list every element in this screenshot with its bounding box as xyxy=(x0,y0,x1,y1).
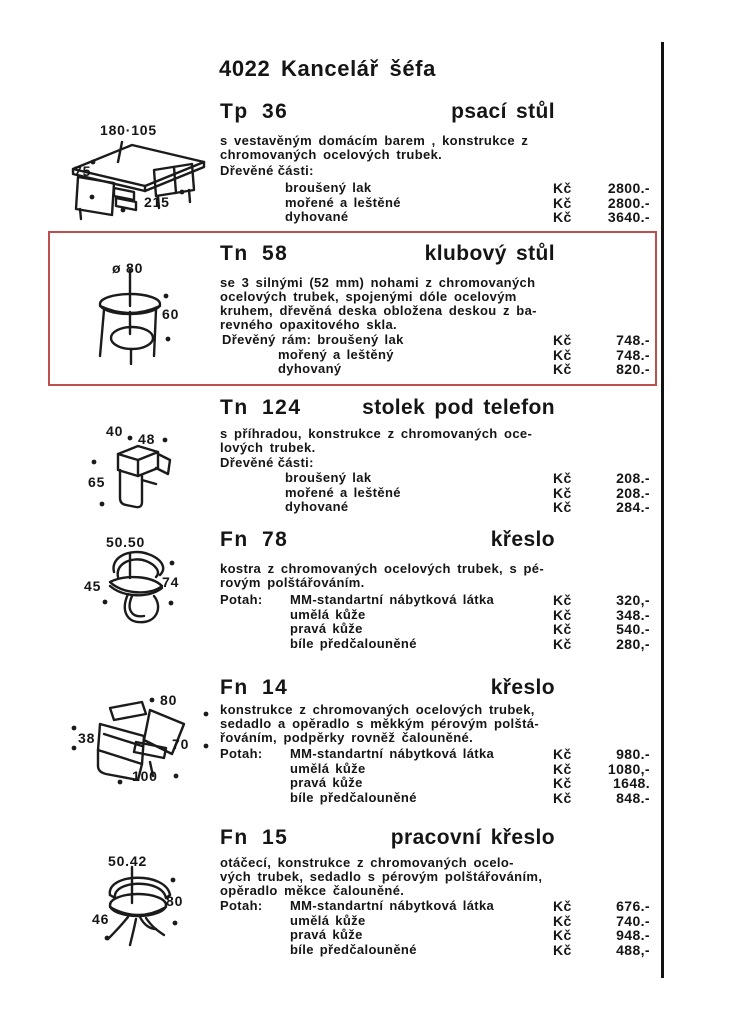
price-row-label: broušený lak xyxy=(285,180,372,195)
description-line: s příhradou, konstrukce z chromovaných oce- xyxy=(220,426,533,441)
price-row-label: mořené a leštěné xyxy=(285,194,401,210)
description-line: s vestavěným domácím barem , konstrukce z xyxy=(220,133,529,148)
currency-label: Kč xyxy=(553,760,572,777)
currency-label: Kč xyxy=(553,180,572,196)
product-code: Tp 36 xyxy=(220,100,289,123)
price-amount: 488,- xyxy=(616,941,650,958)
price-row-label: pravá kůže xyxy=(290,775,363,790)
section-fn14 xyxy=(220,676,654,804)
price-row-label: umělá kůže xyxy=(290,912,366,928)
dimension-label: 80 xyxy=(160,692,178,708)
price-amount: 1648. xyxy=(612,775,650,791)
price-row xyxy=(220,942,654,957)
upholstery-label: Potah: xyxy=(220,592,263,607)
price-row-label: pravá kůže xyxy=(290,621,363,636)
currency-label: Kč xyxy=(553,484,572,501)
product-code: Tn 124 xyxy=(220,396,302,419)
description-line: kostra z chromovaných ocelových trubek, s pé- xyxy=(220,561,545,576)
price-row xyxy=(220,499,654,514)
price-amount: 848.- xyxy=(616,789,650,806)
currency-label: Kč xyxy=(553,927,572,943)
currency-label: Kč xyxy=(553,941,572,958)
price-row-label: pravá kůže xyxy=(290,927,363,942)
price-row xyxy=(220,790,654,805)
dimension-label: 50.42 xyxy=(108,853,148,869)
price-row-label: MM-standartní nábytková látka xyxy=(290,592,495,607)
fn78-chair-figure xyxy=(74,530,202,638)
price-row xyxy=(220,332,654,347)
product-code: Fn 15 xyxy=(220,826,289,849)
tn124-table-figure xyxy=(68,418,200,528)
price-row-label: bíle předčalouněné xyxy=(290,635,417,651)
description-line: opěradlo měkce čalouněné. xyxy=(220,883,405,898)
price-row-label: dyhovaný xyxy=(278,361,342,376)
dimension-label: 215 xyxy=(144,194,170,210)
variant-heading: Dřevěné části: xyxy=(220,163,314,178)
currency-label: Kč xyxy=(553,592,572,608)
description-line: revného opaxitového skla. xyxy=(220,317,398,332)
price-row xyxy=(220,209,654,224)
product-code: Fn 78 xyxy=(220,528,289,551)
dimension-label: 75 xyxy=(74,163,92,179)
product-code: Tn 58 xyxy=(220,242,289,265)
price-amount: 740.- xyxy=(616,912,650,929)
price-row-label: mořený a leštěný xyxy=(278,346,394,362)
dimension-label: 60 xyxy=(162,306,180,322)
dimension-label: 100 xyxy=(132,768,158,784)
currency-label: Kč xyxy=(553,346,572,363)
currency-label: Kč xyxy=(553,470,572,486)
price-amount: 1080,- xyxy=(607,760,650,777)
description-line: rovým polštářováním. xyxy=(220,575,365,590)
price xyxy=(553,499,650,515)
description-line: lových trubek. xyxy=(220,440,316,455)
dimension-label: 48 xyxy=(138,431,156,447)
price-row xyxy=(220,361,654,376)
price-amount: 980.- xyxy=(616,746,650,762)
tp36-desk-figure xyxy=(58,118,208,233)
dimension-label: 70 xyxy=(172,736,190,752)
currency-label: Kč xyxy=(553,499,572,515)
price-amount: 348.- xyxy=(616,606,650,623)
dimension-label: 50.50 xyxy=(106,534,146,550)
price-row xyxy=(220,761,654,776)
dimension-label: 65 xyxy=(88,474,106,490)
price-amount: 3640.- xyxy=(607,209,650,225)
currency-label: Kč xyxy=(553,789,572,806)
page-title: 4022 Kancelář šéfa xyxy=(219,56,436,81)
page-edge-rule xyxy=(661,42,664,978)
price-amount: 2800.- xyxy=(607,180,650,196)
price-amount: 540.- xyxy=(616,621,650,637)
price-row xyxy=(220,195,654,210)
product-name: křeslo xyxy=(490,528,555,551)
description-line: chromovaných ocelových trubek. xyxy=(220,147,443,162)
price-row-label: dyhované xyxy=(285,209,349,224)
currency-label: Kč xyxy=(553,194,572,211)
price-row-label: umělá kůže xyxy=(290,760,366,776)
price-row-label: bíle předčalouněné xyxy=(290,941,417,957)
dimension-label: 180·105 xyxy=(100,122,157,138)
price-amount: 748.- xyxy=(616,332,650,348)
price xyxy=(553,361,650,377)
price-row-label: dyhované xyxy=(285,499,349,514)
section-tn58 xyxy=(220,242,654,376)
price-row xyxy=(220,636,654,651)
fn14-armchair-figure xyxy=(60,686,212,798)
dimension-label: 38 xyxy=(78,730,96,746)
currency-label: Kč xyxy=(553,635,572,652)
price-amount: 208.- xyxy=(616,470,650,486)
dimension-label: 80 xyxy=(166,893,184,909)
currency-label: Kč xyxy=(553,621,572,637)
description-line: řováním, podpěrky rovněž čalouněné. xyxy=(220,730,474,745)
price-amount: 2800.- xyxy=(607,194,650,211)
currency-label: Kč xyxy=(553,209,572,225)
price-amount: 320,- xyxy=(616,592,650,608)
dimension-label: 40 xyxy=(106,423,124,439)
description-line: vých trubek, sedadlo s pérovým polštářováním, xyxy=(220,869,543,884)
price-amount: 948.- xyxy=(616,927,650,943)
price-row xyxy=(220,485,654,500)
description-line: sedadlo a opěradlo s měkkým pérovým polštá- xyxy=(220,716,540,731)
price-amount: 208.- xyxy=(616,484,650,501)
variant-heading: Dřevěné části: xyxy=(220,455,314,470)
fn15-swivel-chair-figure xyxy=(74,843,206,965)
price-row xyxy=(220,592,654,607)
telephone-table-line-drawing xyxy=(68,418,200,528)
section-tn124 xyxy=(220,396,654,514)
price xyxy=(553,209,650,225)
price-row xyxy=(220,607,654,622)
product-name: pracovní křeslo xyxy=(390,826,555,849)
price-amount: 748.- xyxy=(616,346,650,363)
product-name: klubový stůl xyxy=(424,242,555,265)
price-amount: 280,- xyxy=(616,635,650,652)
price-amount: 820.- xyxy=(616,361,650,377)
price-row-label: bíle předčalouněné xyxy=(290,789,417,805)
currency-label: Kč xyxy=(553,775,572,791)
product-name: stolek pod telefon xyxy=(362,396,555,419)
price-row xyxy=(220,898,654,913)
price-row-label: umělá kůže xyxy=(290,606,366,622)
currency-label: Kč xyxy=(553,746,572,762)
upholstery-label: Potah: xyxy=(220,898,263,913)
product-name: psací stůl xyxy=(451,100,555,123)
product-name: křeslo xyxy=(490,676,555,699)
description-line: ocelových trubek, spojenými dóle ocelovým xyxy=(220,289,517,304)
price-row xyxy=(220,913,654,928)
dimension-label: 74 xyxy=(162,574,180,590)
price-amount: 284.- xyxy=(616,499,650,515)
section-tp36 xyxy=(220,100,654,224)
price-row-label: MM-standartní nábytková látka xyxy=(290,746,495,761)
section-fn15 xyxy=(220,826,654,956)
description-line: se 3 silnými (52 mm) nohami z chromovaných xyxy=(220,275,536,290)
price-row xyxy=(220,746,654,761)
description-line: kruhem, dřevěná deska obložena deskou z ba- xyxy=(220,303,537,318)
dimension-label: ø 80 xyxy=(112,260,144,276)
product-code: Fn 14 xyxy=(220,676,289,699)
price-row xyxy=(220,775,654,790)
tn58-table-figure xyxy=(84,256,196,374)
price-row xyxy=(220,621,654,636)
currency-label: Kč xyxy=(553,606,572,623)
price-row-label: broušený lak xyxy=(285,470,372,485)
currency-label: Kč xyxy=(553,332,572,348)
currency-label: Kč xyxy=(553,898,572,914)
dimension-label: 46 xyxy=(92,911,110,927)
price-amount: 676.- xyxy=(616,898,650,914)
price xyxy=(553,790,650,806)
price-row xyxy=(220,347,654,362)
upholstery-label: Potah: xyxy=(220,746,263,761)
price-row xyxy=(220,180,654,195)
price-row xyxy=(220,470,654,485)
price-row-label: Dřevěný rám: broušený lak xyxy=(222,332,404,347)
price-row-label: MM-standartní nábytková látka xyxy=(290,898,495,913)
price xyxy=(553,942,650,958)
description-line: konstrukce z chromovaných ocelových trubek, xyxy=(220,702,535,717)
price-row xyxy=(220,927,654,942)
dimension-label: 45 xyxy=(84,578,102,594)
price-row-label: mořené a leštěné xyxy=(285,484,401,500)
price xyxy=(553,636,650,652)
currency-label: Kč xyxy=(553,361,572,377)
currency-label: Kč xyxy=(553,912,572,929)
section-fn78 xyxy=(220,528,654,650)
description-line: otáčecí, konstrukce z chromovaných ocelo- xyxy=(220,855,514,870)
